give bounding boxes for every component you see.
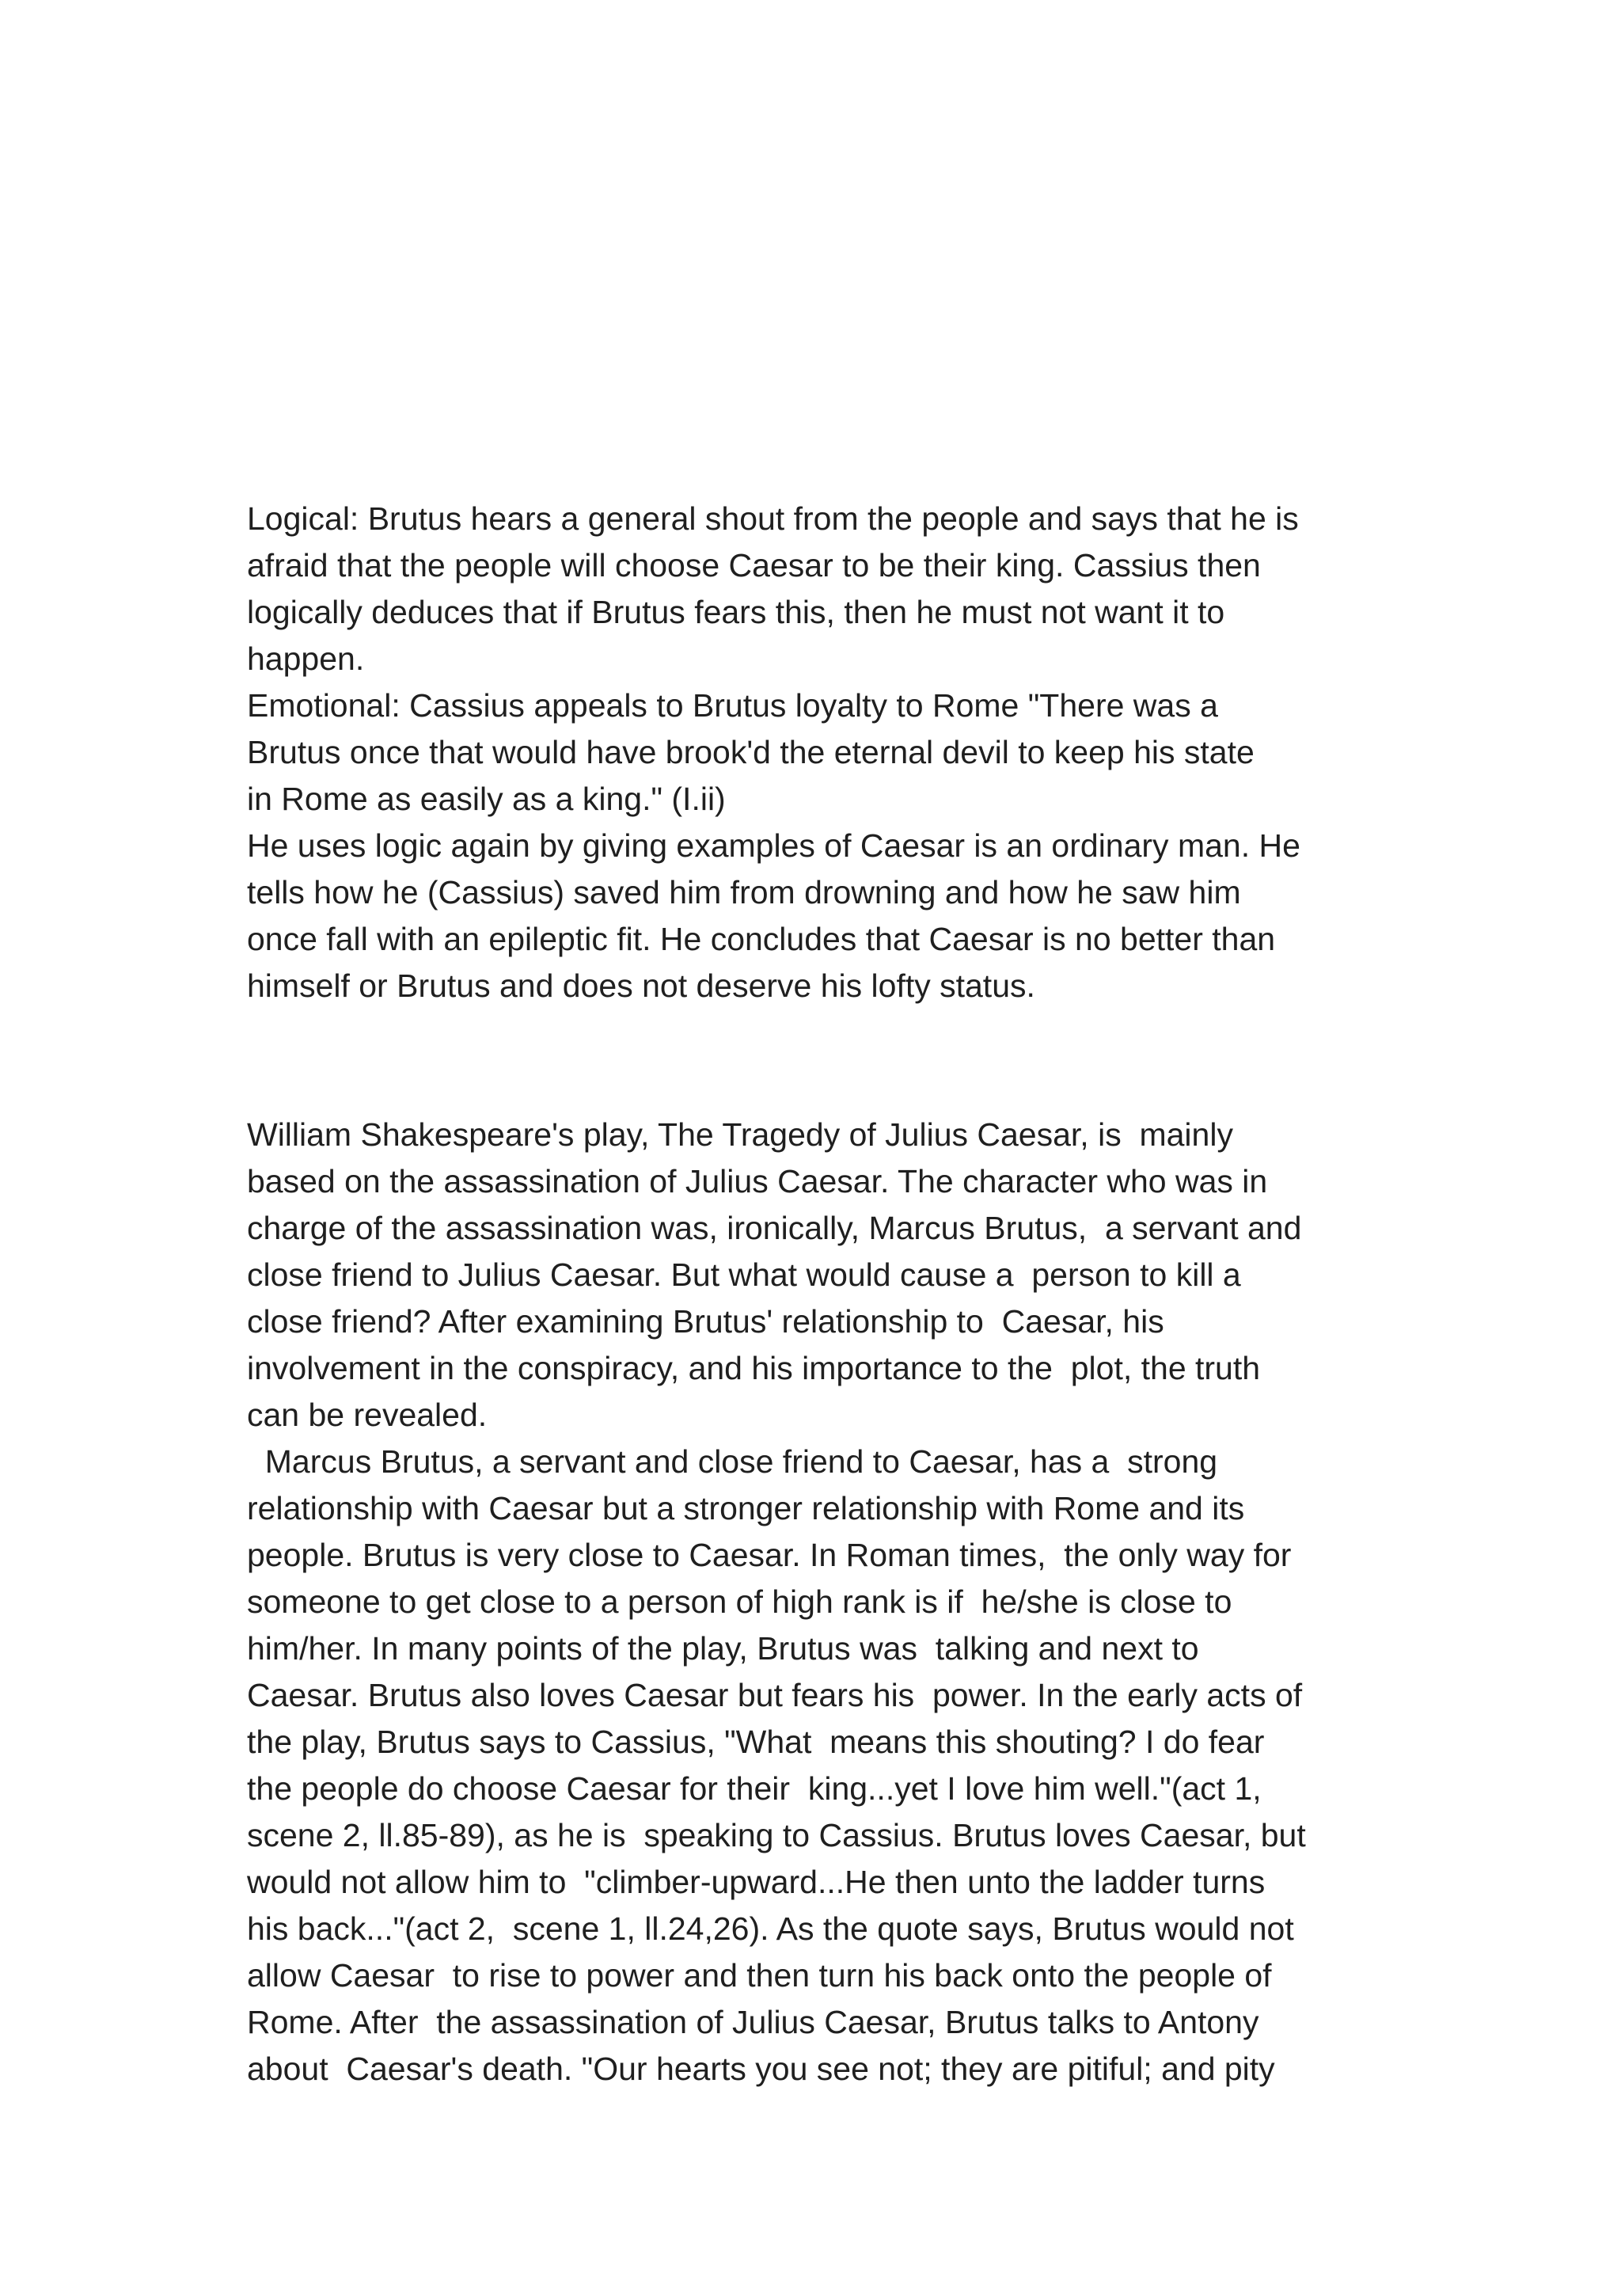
text-line: William Shakespeare's play, The Tragedy of Julius Caesar, is mainly xyxy=(247,1116,1233,1153)
analysis-notes xyxy=(247,496,1403,1009)
text-line: Logical: Brutus hears a general shout from the people and says that he is xyxy=(247,500,1299,537)
text-line: Rome. After the assassination of Julius Caesar, Brutus talks to Antony xyxy=(247,2004,1259,2040)
text-line: happen. xyxy=(247,641,365,677)
text-line: the people do choose Caesar for their king...yet I love him well."(act 1, xyxy=(247,1770,1262,1807)
text-line: would not allow him to "climber-upward...He then unto the ladder turns xyxy=(247,1864,1266,1900)
essay-body xyxy=(247,1112,1403,2093)
text-line: involvement in the conspiracy, and his importance to the plot, the truth xyxy=(247,1350,1261,1386)
text-line: in Rome as easily as a king." (I.ii) xyxy=(247,781,726,817)
text-line: close friend? After examining Brutus' relationship to Caesar, his xyxy=(247,1303,1164,1340)
text-line: afraid that the people will choose Caesar to be their king. Cassius then xyxy=(247,547,1261,584)
text-line: Caesar. Brutus also loves Caesar but fears his power. In the early acts of xyxy=(247,1677,1303,1713)
text-line: people. Brutus is very close to Caesar. In Roman times, the only way for xyxy=(247,1537,1292,1573)
text-line: charge of the assassination was, ironically, Marcus Brutus, a servant and xyxy=(247,1210,1302,1246)
text-line: based on the assassination of Julius Caesar. The character who was in xyxy=(247,1163,1268,1199)
text-line: about Caesar's death. "Our hearts you see not; they are pitiful; and pity xyxy=(247,2051,1275,2087)
text-line: close friend to Julius Caesar. But what would cause a person to kill a xyxy=(247,1256,1241,1293)
text-line: Marcus Brutus, a servant and close friend to Caesar, has a strong xyxy=(247,1443,1218,1480)
text-line: can be revealed. xyxy=(247,1397,488,1433)
text-line: himself or Brutus and does not deserve his lofty status. xyxy=(247,967,1035,1004)
text-line: him/her. In many points of the play, Brutus was talking and next to xyxy=(247,1630,1199,1667)
text-line: his back..."(act 2, scene 1, ll.24,26). As the quote says, Brutus would not xyxy=(247,1910,1294,1947)
text-line: relationship with Caesar but a stronger relationship with Rome and its xyxy=(247,1490,1245,1526)
text-line: scene 2, ll.85-89), as he is speaking to Cassius. Brutus loves Caesar, but xyxy=(247,1817,1306,1853)
text-line: the play, Brutus says to Cassius, "What means this shouting? I do fear xyxy=(247,1724,1265,1760)
text-line: logically deduces that if Brutus fears this, then he must not want it to xyxy=(247,594,1225,630)
text-line: allow Caesar to rise to power and then turn his back onto the people of xyxy=(247,1957,1272,1994)
text-line: tells how he (Cassius) saved him from drowning and how he saw him xyxy=(247,874,1241,910)
text-line: once fall with an epileptic fit. He concludes that Caesar is no better than xyxy=(247,921,1276,957)
text-line: He uses logic again by giving examples of Caesar is an ordinary man. He xyxy=(247,827,1300,864)
text-line: someone to get close to a person of high rank is if he/she is close to xyxy=(247,1583,1232,1620)
text-line: Brutus once that would have brook'd the eternal devil to keep his state xyxy=(247,734,1255,770)
text-line: Emotional: Cassius appeals to Brutus loyalty to Rome "There was a xyxy=(247,687,1218,724)
